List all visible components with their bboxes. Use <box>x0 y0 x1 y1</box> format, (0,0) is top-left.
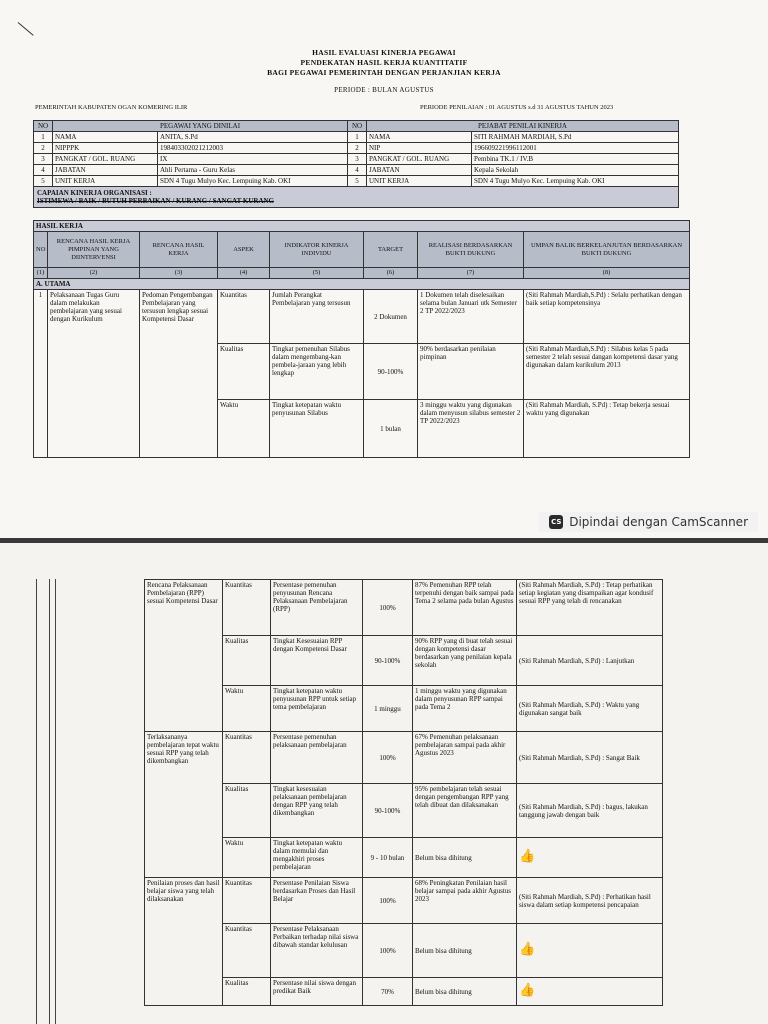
camscanner-label: Dipindai dengan CamScanner <box>569 515 748 529</box>
table-border-line <box>36 579 37 1024</box>
penilai-no-header: NO <box>348 121 367 132</box>
doc-periode: PERIODE : BULAN AGUSTUS <box>334 86 434 94</box>
thumbs-up-icon: 👍 <box>519 983 536 998</box>
scan-mark <box>18 22 34 36</box>
pegawai-header: PEGAWAI YANG DINILAI <box>53 121 348 132</box>
thumbs-up-icon: 👍 <box>519 849 536 864</box>
identity-row: 1 NAMA ANITA, S.Pd 1 NAMA SITI RAHMAH MARDIAH, S.Pd <box>34 132 679 143</box>
hasil-kerja-table <box>33 220 690 458</box>
camscanner-watermark <box>539 512 758 532</box>
doc-title-1: HASIL EVALUASI KINERJA PEGAWAI <box>312 48 456 57</box>
table-row: Waktu Tingkat ketepatan waktu penyusunan RPP untuk setiap tema pembelajaran 1 minggu 1 minggu waktu yang digunakan dalam penyusunan RPP sampai pada Tema 2 (Siti Rahmah Mardiah, S.Pd) : Waktu yang digunakan sangat baik <box>145 686 663 732</box>
capaian-options: ISTIMEWA / BAIK / BUTUH PERBAIKAN / KURANG / SANGAT KURANG <box>37 197 274 205</box>
table-row: Kuantitas Persentase Pelaksanaan Perbaikan terhadap nilai siswa dibawah standar kelulusan 100% Belum bisa dihitung 👍 <box>145 924 663 978</box>
instansi: PEMERINTAH KABUPATEN OGAN KOMERING ILIR <box>35 104 188 111</box>
table-row: Rencana Pelaksanaan Pembelajaran (RPP) sesuai Kompetensi Dasar Kuantitas Persentase pemenuhan penyusunan Rencana Pelaksanaan Pembelajaran (RPP) 100% 87% Pemenuhan RPP telah terpenuhi dengan baik sampai pada Tema 2 selama pada bulan Agustus (Siti Rahmah Mardiah, S.Pd) : Tetap perhatikan setiap kegiatan yang disampaikan agar kondusif sesuai RPP yang telah di rencanakan <box>145 580 663 636</box>
table-row: Kualitas Tingkat Kesesuaian RPP dengan Kompetensi Dasar 90-100% 90% RPP yang di buat telah sesuai dengan kompetensi dasar berdasarkan yang penilaian kepala sekolah (Siti Rahmah Mardiah, S.Pd) : Lanjutkan <box>145 636 663 686</box>
rhk: Pedoman Pengembangan Pembelajaran yang tersusun lengkap sesuai Kompetensi Dasar <box>140 290 218 458</box>
identity-table <box>33 120 679 208</box>
table-row: Terlaksananya pembelajaran tepat waktu sesuai RPP yang telah dikembangkan Kuantitas Persentase pemenuhan pelaksanaan pembelajaran 100% 67% Pemenuhan pelaksanaan pembelajaran sampai pada akhir Agustus 2023 (Siti Rahmah Mardiah, S.Pd) : Sangat Baik <box>145 732 663 784</box>
rhk: Terlaksananya pembelajaran tepat waktu sesuai RPP yang telah dikembangkan <box>145 732 223 878</box>
rhk: Rencana Pelaksanaan Pembelajaran (RPP) sesuai Kompetensi Dasar <box>145 580 223 732</box>
doc-title-2: PENDEKATAN HASIL KERJA KUANTITATIF <box>300 58 468 67</box>
identity-row: 2 NIPPPK 198403302021212003 2 NIP 196609221996112001 <box>34 143 679 154</box>
thumbs-up-icon: 👍 <box>519 942 536 957</box>
rhk: Penilaian proses dan hasil belajar siswa yang telah dilaksanakan <box>145 878 223 1006</box>
column-header-row: NO RENCANA HASIL KERJA PIMPINAN YANG DIINTERVENSI RENCANA HASIL KERJA ASPEK INDIKATOR KINERJA INDIVIDU TARGET REALISASI BERDASARKAN BUKTI DUKUNG UMPAN BALIK BERKELANJUTAN BERDASARKAN BUKTI DUKUNG <box>34 232 690 268</box>
identity-row: 3 PANGKAT / GOL. RUANG IX 3 PANGKAT / GOL. RUANG Pembina TK.1 / IV.B <box>34 154 679 165</box>
hasil-kerja-label: HASIL KERJA <box>34 221 690 232</box>
camscanner-logo-icon: CS <box>549 515 563 529</box>
pegawai-no-header: NO <box>34 121 53 132</box>
rhk-pimpinan: Pelaksanaan Tugas Guru dalam melakukan pembelajaran yang sesuai dengan Kurikulum <box>48 290 140 458</box>
table-row: Penilaian proses dan hasil belajar siswa yang telah dilaksanakan Kuantitas Persentase Penilaian Siswa berdasarkan Proses dan Hasil Belajar 100% 68% Peningkatan Penilaian hasil belajar sampai pada akhir Agustus 2023 (Siti Rahmah Mardiah, S.Pd) : Perhatikan hasil siswa dalam setiap kompetensi pencapaian <box>145 878 663 924</box>
table-row: Kualitas Tingkat kesesuaian pelaksanaan pembelajaran dengan RPP yang telah dikembangkan 90-100% 95% pembelajaran telah sesuai dengan pengembangan RPP yang telah dibuat dan dilaksanakan (Siti Rahmah Mardiah, S.Pd) : bagus, lakukan tanggung jawab dengan baik <box>145 784 663 838</box>
table-border-line <box>49 579 50 1024</box>
capaian-label: CAPAIAN KINERJA ORGANISASI : <box>37 189 152 197</box>
column-number-row: (1) (2) (3) (4) (5) (6) (7) (8) <box>34 268 690 279</box>
periode-penilaian: PERIODE PENILAIAN : 01 AGUSTUS s.d 31 AGUSTUS TAHUN 2023 <box>420 104 614 111</box>
table-row: Waktu Tingkat ketepatan waktu dalam memulai dan mengakhiri proses pembelajaran 9 - 10 bulan Belum bisa dihitung 👍 <box>145 838 663 878</box>
section-label: A. UTAMA <box>34 279 690 290</box>
identity-row: 5 UNIT KERJA SDN 4 Tugu Mulyo Kec. Lempuing Kab. OKI 5 UNIT KERJA SDN 4 Tugu Mulyo Kec. Lempuing Kab. OKI <box>34 176 679 187</box>
table-row: Waktu Tingkat ketepatan waktu penyusunan Silabus 1 bulan 3 minggu waktu yang digunakan dalam menyusun silabus semester 2 TP 2022/2023 (Siti Rahmah Mardiah, S.Pd) : Tetap bekerja sesuai waktu yang digunakan <box>34 400 690 458</box>
table-row: 1 Pelaksanaan Tugas Guru dalam melakukan pembelajaran yang sesuai dengan Kurikulum Pedoman Pengembangan Pembelajaran yang tersusun lengkap sesuai Kompetensi Dasar Kuantitas Jumlah Perangkat Pembelajaran yang tersusun 2 Dokumen 1 Dokumen telah diselesaikan selama bulan Januari utk Semester 2 TP 2022/2023 (Siti Rahmah Mardiah,S.Pd) : Selalu perhatikan dengan baik setiap kompetensinya <box>34 290 690 344</box>
hasil-kerja-table-continued <box>144 579 663 1006</box>
table-row: Kualitas Tingkat pemenuhan Silabus dalam mengembang-kan pembela-jaraan yang lebih lengkap 90-100% 90% berdasarkan penilaian pimpinan (Siti Rahmah Mardiah,S.Pd) : Silabus kelas 5 pada semester 2 telah sesuai dangan kompetensi dasar yang digunakan dalam kurikulum 2013 <box>34 344 690 400</box>
table-border-line <box>55 579 56 1024</box>
doc-title-3: BAGI PEGAWAI PEMERINTAH DENGAN PERJANJIAN KERJA <box>267 68 501 77</box>
scanned-page-2 <box>0 543 768 1024</box>
identity-row: 4 JABATAN Ahli Pertama - Guru Kelas 4 JABATAN Kepala Sekolah <box>34 165 679 176</box>
table-row: Kualitas Persentase nilai siswa dengan predikat Baik 70% Belum bisa dihitung 👍 <box>145 978 663 1006</box>
penilai-header: PEJABAT PENILAI KINERJA <box>367 121 679 132</box>
